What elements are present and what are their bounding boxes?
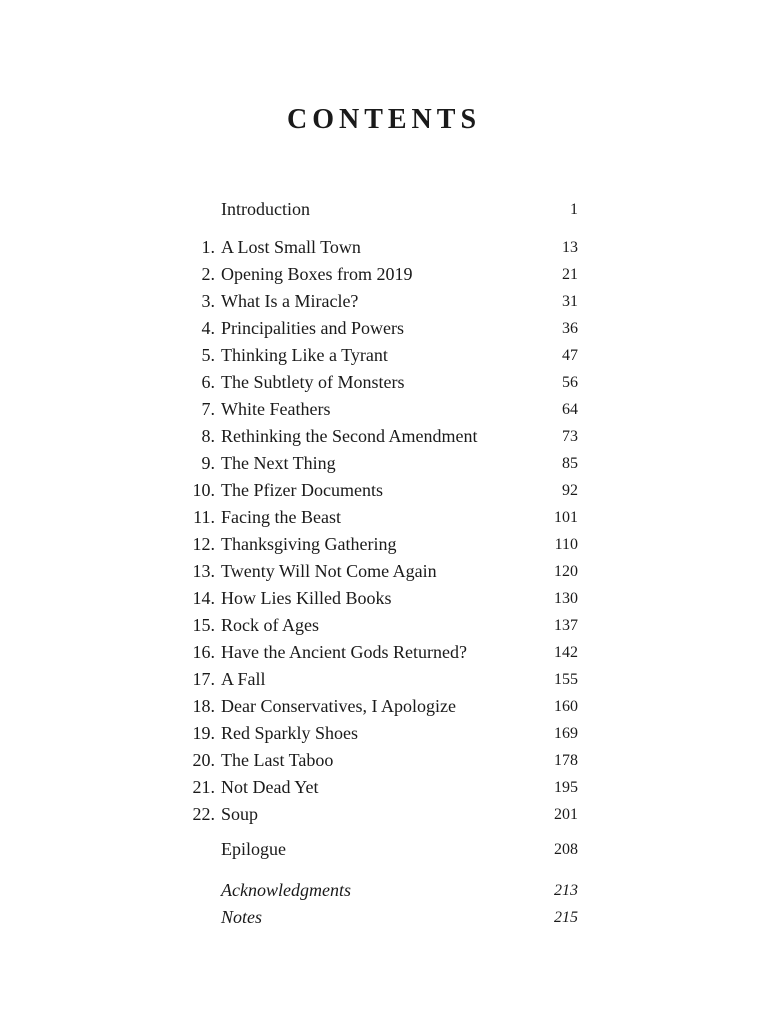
chapter-page: 160 — [554, 698, 578, 715]
chapter-title: Dear Conservatives, I Apologize — [221, 696, 456, 716]
chapter-title: Facing the Beast — [221, 507, 341, 527]
toc-chapter-15[interactable] — [180, 612, 580, 639]
toc-chapter-9[interactable] — [180, 450, 580, 477]
toc-chapter-21[interactable] — [180, 774, 580, 801]
toc-entry-page: 215 — [554, 909, 578, 926]
chapter-page: 92 — [562, 482, 578, 499]
chapter-number: 1. — [201, 237, 215, 257]
chapter-title: A Lost Small Town — [221, 237, 361, 257]
chapter-number: 20. — [192, 750, 215, 770]
chapter-title: Thanksgiving Gathering — [221, 534, 397, 554]
chapter-title: What Is a Miracle? — [221, 291, 359, 311]
toc-entry-epilogue[interactable] — [180, 836, 580, 863]
chapter-number: 9. — [201, 453, 215, 473]
chapter-number: 18. — [192, 696, 215, 716]
chapter-number: 12. — [192, 534, 215, 554]
toc-entry-page: 1 — [570, 201, 578, 218]
toc-chapter-20[interactable] — [180, 747, 580, 774]
toc-entry-page: 208 — [554, 841, 578, 858]
toc-chapter-6[interactable] — [180, 369, 580, 396]
toc-chapter-17[interactable] — [180, 666, 580, 693]
chapter-page: 56 — [562, 374, 578, 391]
chapter-number: 22. — [192, 804, 215, 824]
chapter-number: 8. — [201, 426, 215, 446]
chapter-number: 2. — [201, 264, 215, 284]
chapter-page: 47 — [562, 347, 578, 364]
chapter-title: Thinking Like a Tyrant — [221, 345, 388, 365]
chapter-page: 201 — [554, 806, 578, 823]
chapter-page: 195 — [554, 779, 578, 796]
chapter-number: 10. — [192, 480, 215, 500]
chapter-title: Red Sparkly Shoes — [221, 723, 358, 743]
toc-chapter-11[interactable] — [180, 504, 580, 531]
chapter-title: Soup — [221, 804, 259, 824]
chapter-number: 13. — [192, 561, 215, 581]
toc-chapter-12[interactable] — [180, 531, 580, 558]
toc-chapter-3[interactable] — [180, 288, 580, 315]
chapter-page: 101 — [554, 509, 578, 526]
toc-entry-introduction[interactable] — [180, 196, 580, 223]
chapter-page: 110 — [554, 536, 578, 553]
chapter-title: The Next Thing — [221, 453, 336, 473]
toc-entry-acknowledgments[interactable] — [180, 877, 580, 904]
toc-entry-label: Introduction — [221, 199, 310, 219]
chapter-page: 120 — [554, 563, 578, 580]
toc-entry-label: Acknowledgments — [221, 880, 351, 900]
chapter-title: Rethinking the Second Amendment — [221, 426, 478, 446]
toc-entry-label: Notes — [221, 907, 263, 927]
chapter-page: 31 — [562, 293, 578, 310]
chapter-page: 21 — [562, 266, 578, 283]
chapter-number: 21. — [192, 777, 215, 797]
toc-entry-page: 213 — [554, 882, 578, 899]
chapter-page: 137 — [554, 617, 578, 634]
page-title: CONTENTS — [286, 104, 482, 135]
chapter-title: Twenty Will Not Come Again — [221, 561, 437, 581]
toc-chapter-8[interactable] — [180, 423, 580, 450]
chapter-title: Principalities and Powers — [221, 318, 404, 338]
chapter-page: 130 — [554, 590, 578, 607]
chapter-page: 142 — [554, 644, 578, 661]
toc-chapter-1[interactable] — [180, 234, 580, 261]
toc-chapter-13[interactable] — [180, 558, 580, 585]
chapter-page: 178 — [554, 752, 578, 769]
chapter-title: A Fall — [221, 669, 266, 689]
chapter-number: 5. — [201, 345, 215, 365]
toc-chapter-22[interactable] — [180, 801, 580, 828]
toc-chapter-10[interactable] — [180, 477, 580, 504]
toc-chapter-16[interactable] — [180, 639, 580, 666]
toc-chapter-4[interactable] — [180, 315, 580, 342]
chapter-title: Not Dead Yet — [221, 777, 319, 797]
chapter-page: 155 — [554, 671, 578, 688]
chapter-title: The Pfizer Documents — [221, 480, 383, 500]
chapter-number: 15. — [192, 615, 215, 635]
chapter-title: Have the Ancient Gods Returned? — [221, 642, 467, 662]
chapter-title: The Subtlety of Monsters — [221, 372, 405, 392]
chapter-page: 64 — [562, 401, 578, 418]
chapter-title: Rock of Ages — [221, 615, 319, 635]
chapter-number: 6. — [201, 372, 215, 392]
toc-chapter-2[interactable] — [180, 261, 580, 288]
chapter-title: The Last Taboo — [221, 750, 334, 770]
toc-chapter-18[interactable] — [180, 693, 580, 720]
toc-chapter-7[interactable] — [180, 396, 580, 423]
chapter-number: 4. — [201, 318, 215, 338]
chapter-number: 14. — [192, 588, 215, 608]
chapter-number: 3. — [201, 291, 215, 311]
chapter-title: Opening Boxes from 2019 — [221, 264, 413, 284]
toc-entry-notes[interactable] — [180, 904, 580, 931]
toc-chapter-19[interactable] — [180, 720, 580, 747]
chapter-title: White Feathers — [221, 399, 331, 419]
chapter-page: 169 — [554, 725, 578, 742]
chapter-page: 73 — [562, 428, 578, 445]
chapter-number: 19. — [192, 723, 215, 743]
chapter-number: 16. — [192, 642, 215, 662]
chapter-title: How Lies Killed Books — [221, 588, 392, 608]
chapter-page: 13 — [562, 239, 578, 256]
toc-chapter-14[interactable] — [180, 585, 580, 612]
toc-entry-label: Epilogue — [221, 839, 286, 859]
chapter-number: 11. — [193, 507, 215, 527]
toc-chapter-5[interactable] — [180, 342, 580, 369]
chapter-number: 7. — [201, 399, 215, 419]
chapter-page: 36 — [562, 320, 578, 337]
chapter-number: 17. — [192, 669, 215, 689]
chapter-page: 85 — [562, 455, 578, 472]
